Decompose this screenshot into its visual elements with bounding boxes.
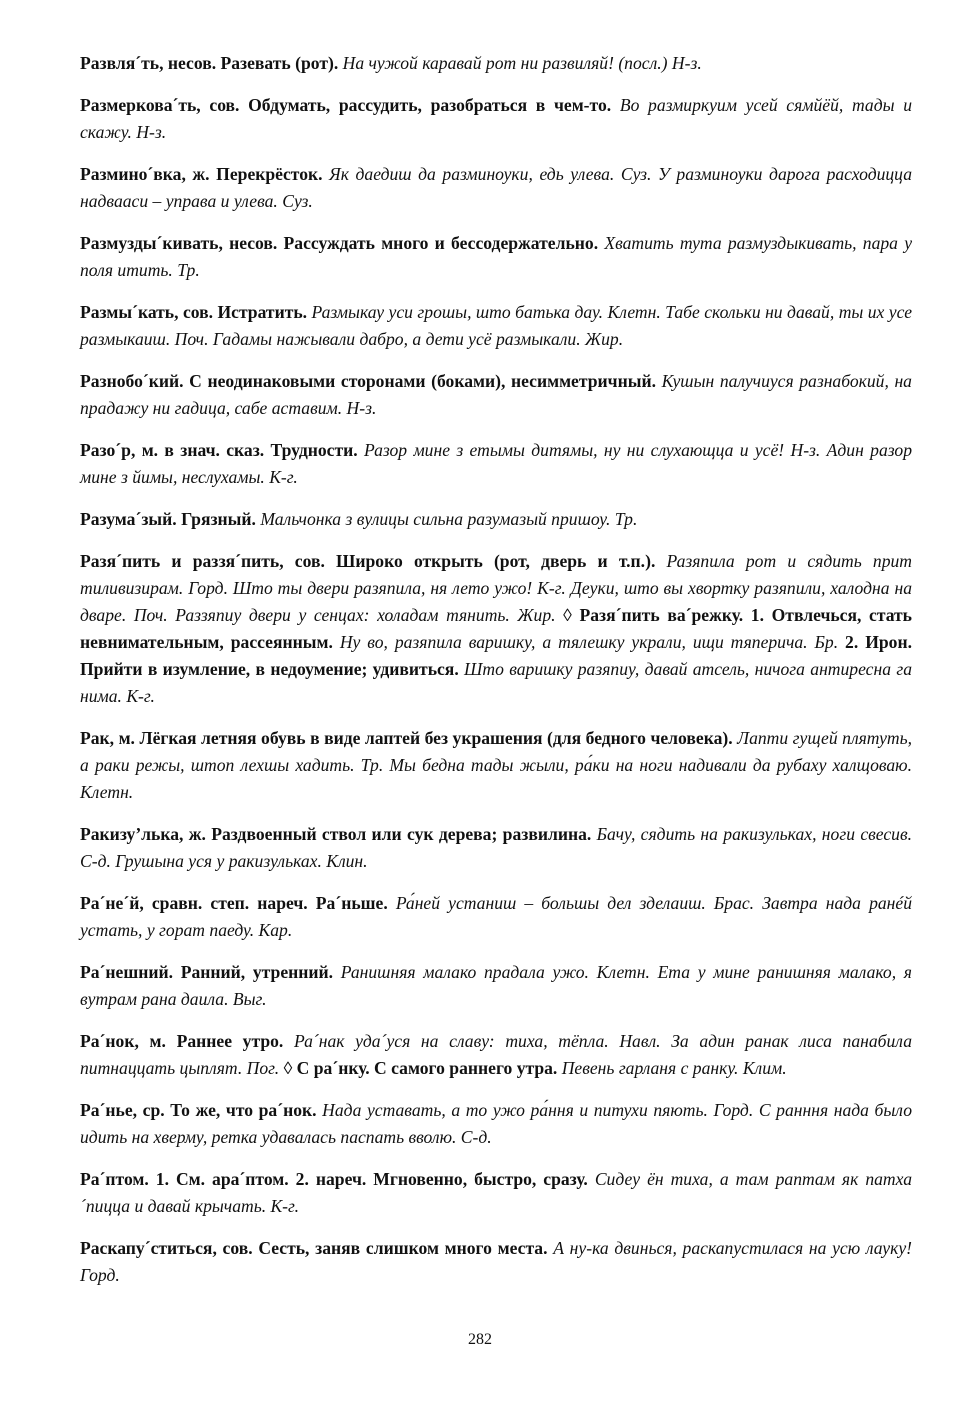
entry-example: Во размиркуим усей сямйёй, тады и скажу. Н-з. [80, 95, 912, 142]
entry-example: А ну-ка двинься, раскапустилася на усю лауку! Горд. [80, 1238, 912, 1285]
entry-example: Ну во, разяпила варишку, а тялешку украли, ищи тяперича. Бр. [332, 632, 846, 652]
entry-example: Бачу, сядить на ракизульках, ноги свесив. С-д. Грушына уся у ракизульках. Клин. [80, 824, 912, 871]
entry-example: Разяпила рот и сядить прит тиливизирам. Горд. Што ты двери разяпила, ня лето ужо! К-г. Деуки, што вы хвортку разяпили, халодна на дваре. Поч. Раззяпиу двери у сенцах: холадам тянить. Жир. [80, 551, 912, 625]
dictionary-entry [80, 299, 912, 353]
entry-headword: Разо´р, м. в знач. сказ. Трудности. [80, 440, 358, 460]
dictionary-entry [80, 161, 912, 215]
dictionary-entry [80, 437, 912, 491]
entry-headword: С ра´нку. С самого раннего утра. [296, 1058, 558, 1078]
page-number: 282 [468, 1331, 492, 1348]
entry-example: Што варишку разяпиу, давай атсель, ничога антиресна га нима. К-г. [80, 659, 912, 706]
dictionary-entry [80, 959, 912, 1013]
entry-example: Кушын палучиуся разнабокий, на прадажу ни гадица, сабе аставим. Н-з. [80, 371, 912, 418]
entry-headword: Ра´нье, ср. То же, что ра´нок. [80, 1100, 317, 1120]
idiom-marker: ◊ [563, 605, 580, 625]
dictionary-entry [80, 725, 912, 806]
entry-headword: Ракизу’лька, ж. Раздвоенный ствол или сук дерева; развилина. [80, 824, 592, 844]
dictionary-entry [80, 368, 912, 422]
entry-example: Размыкау уси грошы, што батька дау. Клетн. Табе скольки ни давай, ты их усе размыкаиш. Поч. Гадамы нажывали дабро, а дети усё размыкали. Жир. [80, 302, 913, 349]
entry-headword: Размузды´кивать, несов. Рассуждать много и бессодержательно. [80, 233, 599, 253]
entry-example: Мальчонка з вулицы сильна разумазый пришоу. Тр. [255, 509, 638, 529]
dictionary-entry [80, 890, 912, 944]
dictionary-entry [80, 821, 912, 875]
entry-example: Як даедиш да разминоуки, едь улева. Суз. У разминоуки дарога расходицца надвааси – управа и улева. Суз. [80, 164, 912, 211]
idiom-marker: ◊ [283, 1058, 297, 1078]
entry-headword [650, 962, 658, 982]
entry-headword: Разнобо´кий. С неодинаковыми сторонами (боками), несимметричный. [80, 371, 656, 391]
entry-headword: Ра´не´й, сравн. степ. нареч. Ра´ньше. [80, 893, 388, 913]
dictionary-entry [80, 506, 912, 533]
entry-example: Ета у мине ранишняя малако, я вутрам рана даила. Выг. [80, 962, 912, 1009]
dictionary-entry [80, 1097, 912, 1151]
entry-headword: Разума´зый. Грязный. [80, 509, 256, 529]
entry-example: Ра́ней устаниш – большы дел зделаиш. Брас. Завтра нада ранéй устать, у горат паеду. Кар. [80, 893, 913, 940]
entry-headword: Ра´нок, м. Раннее утро. [80, 1031, 284, 1051]
entry-headword: Размы´кать, сов. Истратить. [80, 302, 308, 322]
entry-example: Певень гарланя с ранку. Клим. [557, 1058, 787, 1078]
dictionary-entry [80, 548, 912, 710]
entry-headword: Размеркова´ть, сов. Обдумать, рассудить, разобраться в чем-то. [80, 95, 612, 115]
entry-example: Хватить тута размуздыкивать, пара у поля итить. Тр. [80, 233, 912, 280]
entry-example: На чужой каравай рот ни развиляй! (посл.) Н-з. [338, 53, 702, 73]
entry-example: Лапти гущей плятуть, а раки режы, штоп лехшы хадить. Тр. Мы бедна тады жыли, ра́ки на ноги надивали да рубаху халщоваю. Клетн. [80, 728, 912, 802]
dictionary-entry [80, 92, 912, 146]
entry-headword: Развля´ть, несов. Разевать (рот). [80, 53, 339, 73]
dictionary-entry [80, 1028, 912, 1082]
entry-headword: Ра´нешний. Ранний, утренний. [80, 962, 334, 982]
entry-example: Нада уставать, а то ужо ра́ння и питухи пяють. Горд. С ранння нада было идить на хверму, ретка удавалась паспать вволю. С-д. [80, 1100, 912, 1147]
entry-headword: Раскапу´ститься, сов. Сесть, заняв слишком много места. [80, 1238, 548, 1258]
entries-list [80, 50, 912, 1289]
entry-headword: Ра´птом. 1. См. ара´птом. 2. нареч. Мгновенно, быстро, сразу. [80, 1169, 588, 1189]
entry-headword: Разя´пить и раззя´пить, сов. Широко открыть (рот, дверь и т.п.). [80, 551, 656, 571]
entry-headword: Размино´вка, ж. Перекрёсток. [80, 164, 323, 184]
entry-example: Разор мине з етымы дитямы, ну ни слухающца и усё! Н-з. Адин разор мине з йимы, неслухамы. К-г. [80, 440, 912, 487]
dictionary-entry [80, 1235, 912, 1289]
entry-example: Ра´нак уда´уся на славу: тиха, тёпла. Навл. За адин ранак лиса панабила питнаццать цыплят. Пог. [80, 1031, 912, 1078]
dictionary-entry [80, 1166, 912, 1220]
entry-example: Сидеу ён тиха, а там раптам як патха´пицца и давай крычать. К-г. [80, 1169, 912, 1216]
entry-headword: 2. Ирон. Прийти в изумление, в недоумение; удивиться. [80, 632, 912, 679]
entry-headword: Рак, м. Лёгкая летняя обувь в виде лаптей без украшения (для бедного человека). [80, 728, 733, 748]
dictionary-entry [80, 50, 912, 77]
entry-headword: Разя´пить ва´режку. 1. Отвлечься, стать невнимательным, рассеянным. [80, 605, 912, 652]
dictionary-entry [80, 230, 912, 284]
entry-example: Ранишняя малако прадала ужо. Клетн. [333, 962, 650, 982]
